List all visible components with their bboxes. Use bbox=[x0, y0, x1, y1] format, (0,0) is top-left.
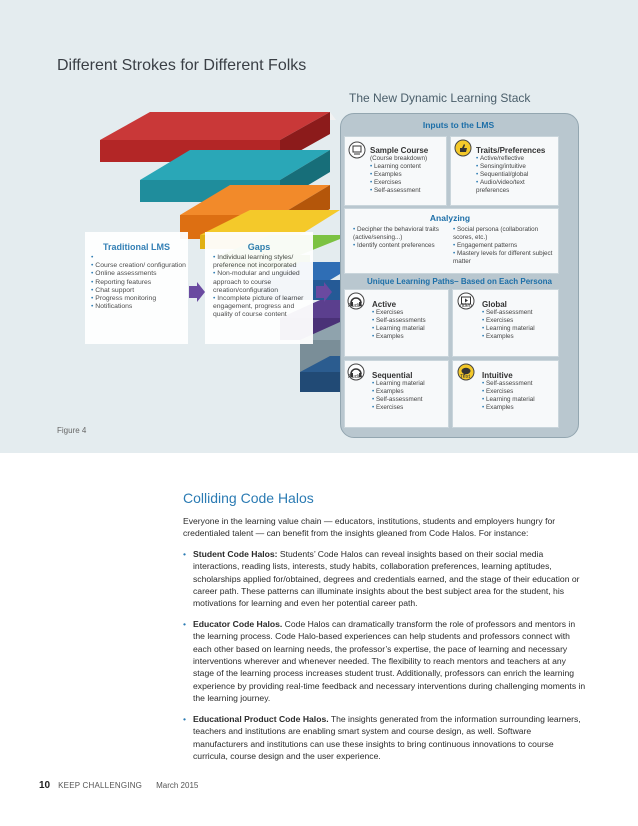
bullet-icon: • bbox=[183, 618, 187, 629]
list-item: • Self-assessment bbox=[372, 396, 425, 404]
stack-title: The New Dynamic Learning Stack bbox=[349, 91, 531, 105]
list-item: • Chat support bbox=[91, 287, 188, 295]
page-footer bbox=[39, 780, 198, 791]
list-item: • Learning material bbox=[372, 325, 426, 333]
arrow-right-icon bbox=[316, 282, 332, 302]
analyzing-right-list bbox=[453, 226, 553, 266]
traditional-lms-list bbox=[91, 254, 188, 311]
gaps-title: Gaps bbox=[247, 242, 271, 252]
sequential-title: Sequential bbox=[372, 371, 413, 380]
list-item: • Decipher the behavioral traits (active/sensing...) bbox=[353, 226, 445, 242]
list-item: • Examples bbox=[482, 333, 535, 341]
bullet-text: The insights generated from the information surrounding learners, teachers and institutions are enabling smart system and course design, as well. Software manufacturers and institutions can use these insights to bring continuous innovations to course curricula, course design and the user experience. bbox=[193, 713, 581, 761]
list-item: • Learning material bbox=[372, 380, 425, 388]
list-item: • Examples bbox=[370, 171, 428, 179]
inputs-heading: Inputs to the LMS bbox=[422, 120, 495, 130]
sample-course-list bbox=[370, 163, 428, 195]
list-item bbox=[91, 254, 188, 262]
sequential-box bbox=[344, 360, 449, 428]
bullet-lead: Educational Product Code Halos. bbox=[193, 713, 329, 724]
list-item: • Learning material bbox=[482, 396, 535, 404]
analyzing-heading: Analyzing bbox=[429, 213, 471, 223]
bullet-lead: Student Code Halos: bbox=[193, 548, 278, 559]
article bbox=[183, 490, 588, 770]
traditional-lms-box bbox=[85, 232, 188, 344]
list-item: • Audio/video/text preferences bbox=[476, 179, 551, 195]
gaps-list bbox=[213, 254, 309, 320]
list-item: • Individual learning styles/ preference not incorporated bbox=[213, 254, 309, 270]
thumbs-up-icon bbox=[454, 139, 472, 157]
bullet-text: Students’ Code Halos can reveal insights based on their social media interactions, reading lists, interests, study habits, collaboration preferences, learning aptitudes, scholarships applied for/obtained, degrees and credentials earned, and the stage of their education or career path. These patterns can illuminate insights about the best subject area for the student, his motivations for learning and even her potential career path. bbox=[193, 548, 580, 609]
publication-date: March 2015 bbox=[156, 781, 199, 790]
sample-course-subtitle: (Course breakdown) bbox=[370, 155, 428, 162]
list-item: • Mastery levels for different subject matter bbox=[453, 250, 553, 266]
list-item: • Sensing/intuitive bbox=[476, 163, 551, 171]
intuitive-box bbox=[452, 360, 559, 428]
list-item bbox=[183, 548, 588, 610]
list-item bbox=[183, 618, 588, 705]
traits-title: Traits/Preferences bbox=[476, 146, 546, 155]
gaps-box bbox=[205, 232, 313, 344]
article-heading: Colliding Code Halos bbox=[183, 490, 314, 506]
sample-course-title: Sample Course bbox=[370, 146, 429, 155]
course-icon bbox=[348, 141, 366, 159]
list-item: • Exercises bbox=[372, 309, 426, 317]
traits-box bbox=[450, 136, 559, 206]
active-box bbox=[344, 289, 449, 357]
global-box bbox=[452, 289, 559, 357]
intuitive-title: Intuitive bbox=[482, 371, 513, 380]
list-item: • Engagement patterns bbox=[453, 242, 553, 250]
page-number: 10 bbox=[39, 780, 51, 791]
list-item: • Reporting features bbox=[91, 279, 188, 287]
global-title: Global bbox=[482, 300, 507, 309]
figure-label: Figure 4 bbox=[57, 426, 87, 435]
traits-list bbox=[476, 155, 551, 195]
list-item: • Non-modular and unguided approach to course creation/configuration bbox=[213, 270, 309, 295]
intuitive-list bbox=[482, 380, 535, 412]
active-list bbox=[372, 309, 426, 341]
article-intro: Everyone in the learning value chain — educators, institutions, students and employers hungry for credentialed talent — can benefit from the insights gleaned from Code Halos. For instance: bbox=[183, 516, 556, 539]
article-bullets bbox=[183, 548, 588, 763]
bullet-lead: Educator Code Halos. bbox=[193, 618, 283, 629]
list-item: • Self-assessment bbox=[482, 309, 535, 317]
global-tag: Video bbox=[458, 303, 472, 309]
arrow-right-icon bbox=[189, 282, 205, 302]
list-item: • Course creation/ configuration bbox=[91, 262, 188, 270]
list-item: • Examples bbox=[372, 388, 425, 396]
list-item: • Identify content preferences bbox=[353, 242, 445, 250]
list-item: • Examples bbox=[372, 333, 426, 341]
list-item: • Incomplete picture of learner engagement, progress and quality of course content bbox=[213, 295, 309, 320]
bullet-text: Code Halos can dramatically transform the role of professors and mentors in the learning process. Code Halo-based experiences can help students and professors connect with each other based on learning needs, the professor’s expertise, the pace of learning and necessary interventions wherever and whenever needed. The flexibility to reach mentors and teachers at any stage of the learning process increases student trust. Additionally, professors can enrich the learning experience by providing real-time feedback and necessary interventions during challenging moments in the learning journey. bbox=[193, 618, 586, 704]
list-item: • Online assessments bbox=[91, 270, 188, 278]
list-item: • Exercises bbox=[370, 179, 428, 187]
intuitive-tag: Text bbox=[460, 374, 471, 380]
list-item: • Exercises bbox=[482, 388, 535, 396]
list-item: • Examples bbox=[482, 404, 535, 412]
list-item: • Exercises bbox=[372, 404, 425, 412]
list-item: • Social persona (collaboration scores, etc.) bbox=[453, 226, 553, 242]
list-item: • Exercises bbox=[482, 317, 535, 325]
sample-course-box bbox=[344, 136, 447, 206]
figure-title: Different Strokes for Different Folks bbox=[57, 57, 307, 74]
list-item: • Sequential/global bbox=[476, 171, 551, 179]
list-item: • Active/reflective bbox=[476, 155, 551, 163]
traditional-lms-title: Traditional LMS bbox=[102, 242, 170, 252]
list-item: • Self-assessment bbox=[482, 380, 535, 388]
list-item bbox=[183, 713, 588, 763]
list-item: • Learning material bbox=[482, 325, 535, 333]
analyzing-left-list bbox=[353, 226, 445, 250]
list-item: • Notifications bbox=[91, 303, 188, 311]
paths-heading: Unique Learning Paths– Based on Each Persona bbox=[367, 277, 552, 286]
active-title: Active bbox=[372, 300, 397, 309]
list-item: • Progress monitoring bbox=[91, 295, 188, 303]
list-item: • Self-assessments bbox=[372, 317, 426, 325]
active-tag: Audio bbox=[348, 303, 363, 309]
bullet-icon: • bbox=[183, 713, 187, 724]
list-item: • Self-assessment bbox=[370, 187, 428, 195]
bullet-icon: • bbox=[183, 548, 187, 559]
publication-name: KEEP CHALLENGING bbox=[58, 781, 143, 790]
list-item: • Learning content bbox=[370, 163, 428, 171]
sequential-list bbox=[372, 380, 425, 412]
sequential-tag: Audio bbox=[348, 374, 363, 380]
global-list bbox=[482, 309, 535, 341]
